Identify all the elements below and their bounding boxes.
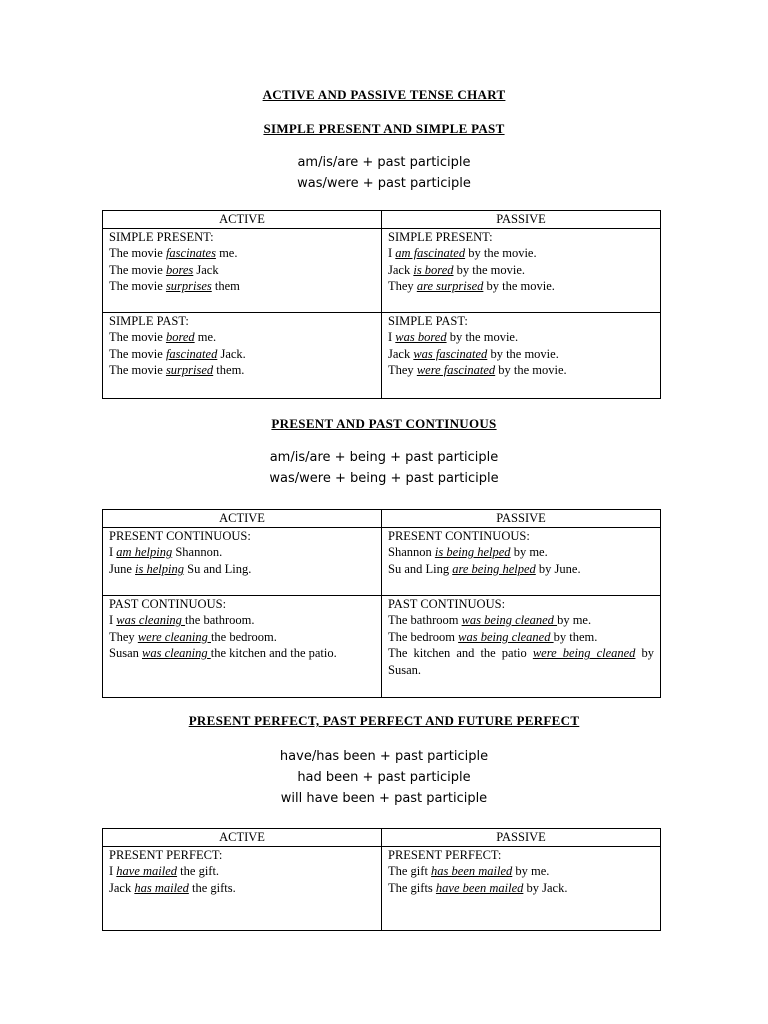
active-column-header: ACTIVE <box>103 829 382 847</box>
active-column-header: ACTIVE <box>103 211 382 229</box>
tense-label: SIMPLE PRESENT: <box>109 229 214 244</box>
verb-phrase: has been mailed <box>431 864 513 879</box>
example-sentence: Su and Ling are being helped by June. <box>388 561 581 576</box>
verb-phrase: surprises <box>165 279 212 294</box>
active-cell <box>103 846 382 930</box>
verb-phrase: was being cleaned <box>461 613 558 628</box>
example-sentence: The movie fascinated Jack. <box>109 346 246 361</box>
document-title: ACTIVE AND PASSIVE TENSE CHART <box>262 87 506 102</box>
example-sentence: The kitchen and the patio were being cleaned by Susan. <box>388 646 654 677</box>
example-sentence: I have mailed the gift. <box>109 864 220 879</box>
verb-phrase: fascinated <box>165 346 218 361</box>
section-heading: SIMPLE PRESENT AND SIMPLE PAST <box>263 121 505 136</box>
formula-line: was/were + past participle <box>297 176 471 191</box>
active-cell <box>103 527 382 595</box>
example-sentence: The movie surprises them <box>109 279 240 294</box>
table-row <box>103 527 661 595</box>
example-sentence: The movie bored me. <box>109 330 217 345</box>
passive-column-header: PASSIVE <box>382 510 661 528</box>
verb-phrase: have mailed <box>116 864 178 879</box>
example-sentence: The movie surprised them. <box>109 363 245 378</box>
verb-phrase: is being helped <box>434 545 511 560</box>
passive-cell <box>382 595 661 697</box>
example-sentence: The gifts have been mailed by Jack. <box>388 880 568 895</box>
verb-phrase: have been mailed <box>435 880 524 895</box>
table-header-row <box>103 211 661 229</box>
tense-table <box>102 210 661 399</box>
formula-line: have/has been + past participle <box>279 749 489 764</box>
verb-phrase: surprised <box>165 363 214 378</box>
example-sentence: June is helping Su and Ling. <box>109 561 252 576</box>
section-heading: PRESENT PERFECT, PAST PERFECT AND FUTURE PERFECT <box>188 713 580 728</box>
verb-phrase: was bored <box>395 330 447 345</box>
formula-line: am/is/are + past participle <box>297 155 471 170</box>
verb-phrase: has mailed <box>134 880 189 895</box>
verb-phrase: was fascinated <box>413 346 488 361</box>
table-row <box>103 846 661 930</box>
verb-phrase: were fascinated <box>416 363 496 378</box>
tense-label: PRESENT CONTINUOUS: <box>388 528 530 543</box>
formula-line: was/were + being + past participle <box>269 471 499 486</box>
tense-table <box>102 828 661 931</box>
formula-line: am/is/are + being + past participle <box>269 450 499 465</box>
section-heading: PRESENT AND PAST CONTINUOUS <box>271 416 497 431</box>
verb-phrase: were being cleaned <box>532 646 636 661</box>
example-sentence: Shannon is being helped by me. <box>388 545 548 560</box>
example-sentence: The movie bores Jack <box>109 262 219 277</box>
example-sentence: Jack is bored by the movie. <box>388 262 526 277</box>
passive-cell <box>382 527 661 595</box>
verb-phrase: is helping <box>135 561 185 576</box>
verb-phrase: bores <box>165 262 194 277</box>
example-sentence: The bedroom was being cleaned by them. <box>388 629 598 644</box>
active-cell <box>103 312 382 398</box>
active-cell <box>103 595 382 697</box>
example-sentence: The gift has been mailed by me. <box>388 864 550 879</box>
formula-line: had been + past participle <box>297 770 471 785</box>
example-sentence: They were cleaning the bedroom. <box>109 629 277 644</box>
verb-phrase: was being cleaned <box>458 629 554 644</box>
example-sentence: The movie fascinates me. <box>109 246 238 261</box>
example-sentence: They are surprised by the movie. <box>388 279 555 294</box>
table-row <box>103 312 661 398</box>
verb-phrase: bored <box>165 330 195 345</box>
tense-label: PRESENT PERFECT: <box>109 847 223 862</box>
table-row <box>103 595 661 697</box>
example-sentence: They were fascinated by the movie. <box>388 363 567 378</box>
verb-phrase: were cleaning <box>137 629 211 644</box>
active-cell <box>103 228 382 312</box>
verb-phrase: was cleaning <box>142 646 211 661</box>
verb-phrase: are surprised <box>416 279 484 294</box>
verb-phrase: am helping <box>116 545 173 560</box>
passive-cell <box>382 228 661 312</box>
example-sentence: I was bored by the movie. <box>388 330 519 345</box>
formula-line: will have been + past participle <box>280 791 488 806</box>
passive-cell <box>382 312 661 398</box>
table-header-row <box>103 829 661 847</box>
example-sentence: Susan was cleaning the kitchen and the patio. <box>109 646 337 661</box>
tense-label: SIMPLE PAST: <box>388 313 468 328</box>
verb-phrase: are being helped <box>452 561 536 576</box>
verb-phrase: fascinates <box>165 246 216 261</box>
example-sentence: Jack has mailed the gifts. <box>109 880 236 895</box>
tense-label: PAST CONTINUOUS: <box>388 596 506 611</box>
example-sentence: I am fascinated by the movie. <box>388 246 537 261</box>
tense-label: PRESENT CONTINUOUS: <box>109 528 251 543</box>
table-header-row <box>103 510 661 528</box>
verb-phrase: was cleaning <box>116 613 186 628</box>
passive-column-header: PASSIVE <box>382 211 661 229</box>
tense-label: SIMPLE PAST: <box>109 313 189 328</box>
passive-column-header: PASSIVE <box>382 829 661 847</box>
verb-phrase: is bored <box>413 262 454 277</box>
example-sentence: I was cleaning the bathroom. <box>109 613 255 628</box>
tense-table <box>102 509 661 698</box>
example-sentence: The bathroom was being cleaned by me. <box>388 613 592 628</box>
example-sentence: I am helping Shannon. <box>109 545 223 560</box>
table-row <box>103 228 661 312</box>
tense-label: PRESENT PERFECT: <box>388 847 502 862</box>
verb-phrase: am fascinated <box>395 246 466 261</box>
example-sentence: Jack was fascinated by the movie. <box>388 346 559 361</box>
tense-label: SIMPLE PRESENT: <box>388 229 493 244</box>
passive-cell <box>382 846 661 930</box>
tense-label: PAST CONTINUOUS: <box>109 596 227 611</box>
active-column-header: ACTIVE <box>103 510 382 528</box>
